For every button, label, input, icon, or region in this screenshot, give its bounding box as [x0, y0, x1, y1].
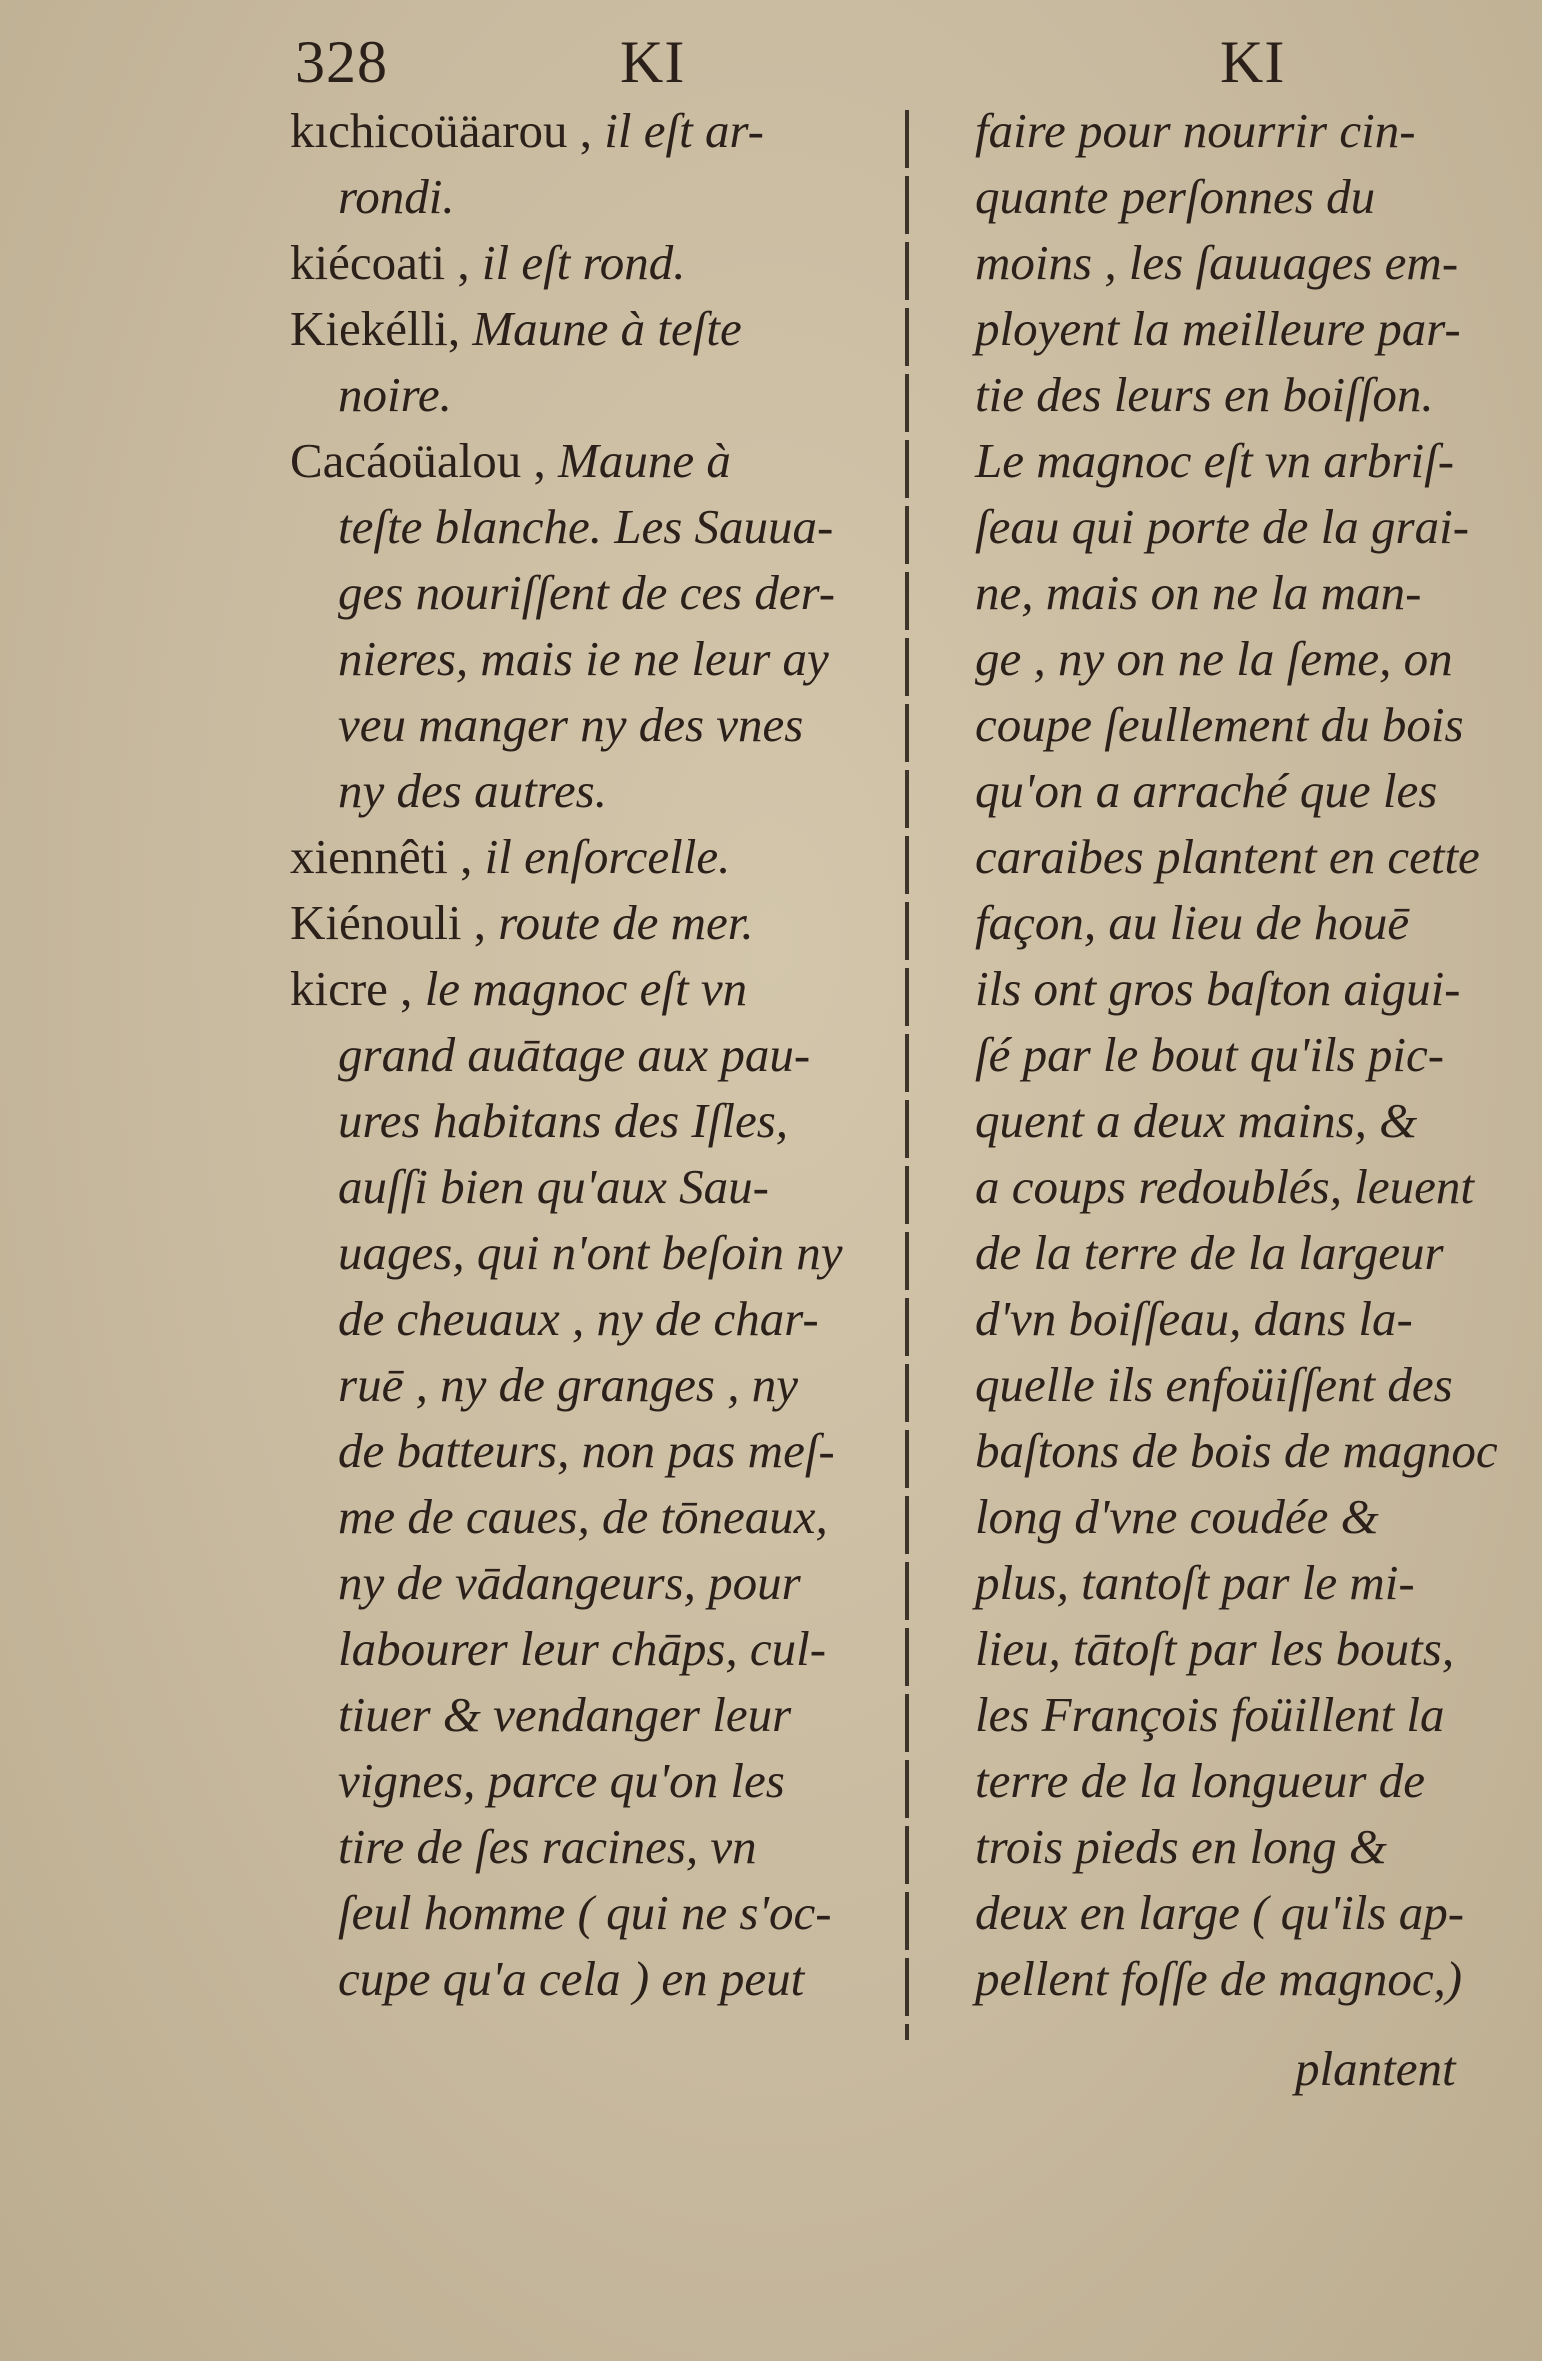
headword: kiécoati ,	[290, 235, 470, 290]
dictionary-line	[290, 98, 890, 164]
text-line: de la terre de la largeur	[975, 1225, 1444, 1280]
dictionary-line	[290, 1022, 890, 1088]
dictionary-line	[290, 1418, 890, 1484]
dictionary-line	[290, 494, 890, 560]
text-line: moins , les ſauuages em-	[975, 235, 1459, 290]
gloss: uages, qui n'ont beſoin ny	[338, 1225, 843, 1280]
gloss: de cheuaux , ny de char-	[338, 1291, 819, 1346]
dictionary-line	[290, 1946, 890, 2012]
text-line: ne, mais on ne la man-	[975, 565, 1422, 620]
text-line: a coups redoublés, leuent	[975, 1159, 1474, 1214]
gloss: tire de ſes racines, vn	[338, 1819, 757, 1874]
dictionary-line	[290, 1550, 890, 1616]
gloss: il eſt ar-	[604, 103, 764, 158]
text-line: long d'vne coudée &	[975, 1489, 1379, 1544]
text-line: ſeau qui porte de la grai-	[975, 499, 1470, 554]
dictionary-line	[290, 164, 890, 230]
dictionary-line	[290, 692, 890, 758]
text-line: lieu, tātoſt par les bouts,	[975, 1621, 1455, 1676]
dictionary-line	[290, 890, 890, 956]
dictionary-line	[290, 1814, 890, 1880]
gloss: ny de vādangeurs, pour	[338, 1555, 801, 1610]
headword: xiennêti ,	[290, 829, 473, 884]
dictionary-line	[290, 758, 890, 824]
dictionary-line	[290, 1154, 890, 1220]
gloss: Maune à	[558, 433, 731, 488]
gloss: me de caues, de tōneaux,	[338, 1489, 828, 1544]
gloss: ures habitans des Iſles,	[338, 1093, 789, 1148]
right-column	[975, 98, 1515, 2012]
text-line: quent a deux mains, &	[975, 1093, 1418, 1148]
gloss: veu manger ny des vnes	[338, 697, 804, 752]
dictionary-line	[290, 1352, 890, 1418]
gloss: tiuer & vendanger leur	[338, 1687, 792, 1742]
text-line: ge , ny on ne la ſeme, on	[975, 631, 1453, 686]
gloss: nieres, mais ie ne leur ay	[338, 631, 829, 686]
gloss: labourer leur chāps, cul-	[338, 1621, 827, 1676]
text-line: tie des leurs en boiſſon.	[975, 367, 1434, 422]
running-head-right: KI	[1220, 29, 1286, 95]
page-number: 328	[295, 29, 388, 95]
text-line: ployent la meilleure par-	[975, 301, 1461, 356]
dictionary-line	[290, 428, 890, 494]
gloss: ruē , ny de granges , ny	[338, 1357, 798, 1412]
text-line: caraibes plantent en cette	[975, 829, 1480, 884]
dictionary-line	[290, 824, 890, 890]
text-line: quante perſonnes du	[975, 169, 1376, 224]
gloss: ſeul homme ( qui ne s'oc-	[338, 1885, 832, 1940]
gloss: ny des autres.	[338, 763, 607, 818]
text-line: faire pour nourrir cin-	[975, 103, 1416, 158]
gloss: rondi.	[338, 169, 455, 224]
text-line: baſtons de bois de magnoc	[975, 1423, 1498, 1478]
text-line: façon, au lieu de houē	[975, 895, 1410, 950]
gloss: auſſi bien qu'aux Sau-	[338, 1159, 769, 1214]
dictionary-line	[290, 1880, 890, 1946]
dictionary-line	[290, 296, 890, 362]
catchword: plantent	[1295, 2041, 1456, 2096]
dictionary-line	[290, 956, 890, 1022]
headword: Kiénouli ,	[290, 895, 486, 950]
gloss: cupe qu'a cela ) en peut	[338, 1951, 805, 2006]
headword: kicre ,	[290, 961, 413, 1016]
column-rule	[905, 110, 909, 2040]
dictionary-line	[290, 1286, 890, 1352]
running-head-left: KI	[620, 29, 686, 95]
text-line: pellent foſſe de magnoc,)	[975, 1951, 1463, 2006]
gloss: ges nouriſſent de ces der-	[338, 565, 836, 620]
text-line: ils ont gros baſton aigui-	[975, 961, 1461, 1016]
gloss: noire.	[338, 367, 452, 422]
gloss: grand auātage aux pau-	[338, 1027, 811, 1082]
gloss: route de mer.	[498, 895, 754, 950]
text-line: ſé par le bout qu'ils pic-	[975, 1027, 1445, 1082]
text-line: trois pieds en long &	[975, 1819, 1387, 1874]
text-line: terre de la longueur de	[975, 1753, 1425, 1808]
gloss: il eſt rond.	[481, 235, 686, 290]
gloss: vignes, parce qu'on les	[338, 1753, 785, 1808]
dictionary-line	[290, 626, 890, 692]
gloss: teſte blanche. Les Sauua-	[338, 499, 834, 554]
dictionary-line	[290, 1748, 890, 1814]
dictionary-line	[290, 1220, 890, 1286]
dictionary-line	[290, 1682, 890, 1748]
text-line: d'vn boiſſeau, dans la-	[975, 1291, 1413, 1346]
gloss: Maune à teſte	[472, 301, 742, 356]
text-line: coupe ſeullement du bois	[975, 697, 1464, 752]
headword: kıchicoüäarou ,	[290, 103, 593, 158]
gloss: il enſorcelle.	[484, 829, 731, 884]
dictionary-line	[290, 560, 890, 626]
dictionary-line	[290, 230, 890, 296]
text-line: les François foüillent la	[975, 1687, 1445, 1742]
dictionary-line	[290, 1484, 890, 1550]
gloss: le magnoc eſt vn	[424, 961, 748, 1016]
gloss: de batteurs, non pas meſ-	[338, 1423, 835, 1478]
text-line: plus, tantoſt par le mi-	[975, 1555, 1415, 1610]
left-column	[290, 98, 890, 2012]
dictionary-line	[290, 362, 890, 428]
text-line: quelle ils enfoüiſſent des	[975, 1357, 1453, 1412]
headword: Cacáoüalou ,	[290, 433, 546, 488]
text-line: deux en large ( qu'ils ap-	[975, 1885, 1465, 1940]
text-line: qu'on a arraché que les	[975, 763, 1438, 818]
headword: Kiekélli,	[290, 301, 461, 356]
dictionary-line	[290, 1616, 890, 1682]
dictionary-line	[290, 1088, 890, 1154]
text-line: Le magnoc eſt vn arbriſ-	[975, 433, 1455, 488]
